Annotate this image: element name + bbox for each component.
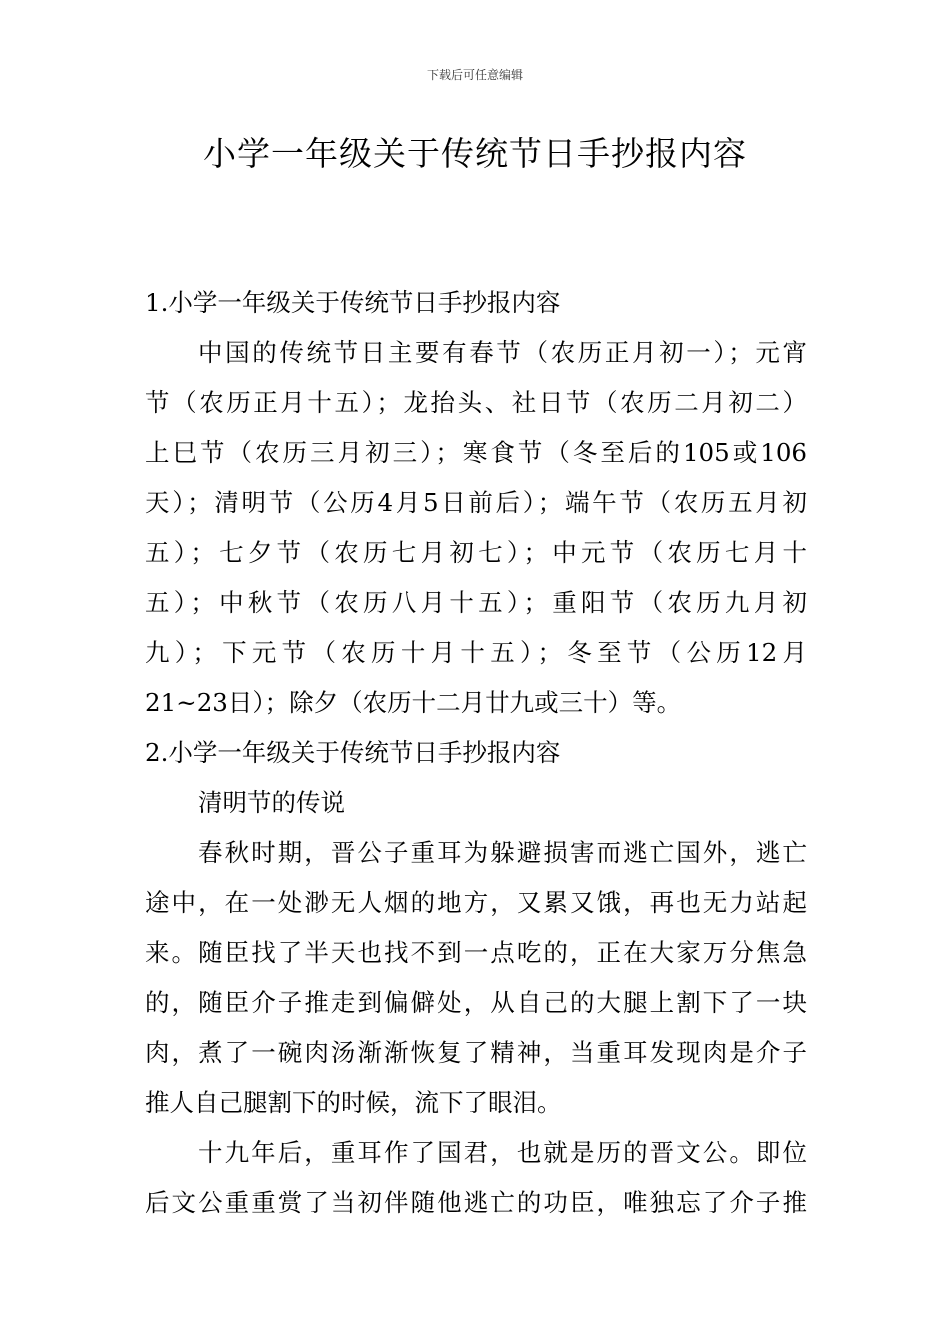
paragraph-line: 中国的传统节日主要有春节（农历正月初一）；元宵 — [198, 338, 807, 367]
paragraph-line: 推人自己腿割下的时候，流下了眼泪。 — [145, 1088, 562, 1117]
paragraph-line: 21~23日）；除夕（农历十二月廿九或三十）等。 — [145, 688, 682, 717]
paragraph-line: 途中，在一处渺无人烟的地方，又累又饿，再也无力站起 — [145, 888, 807, 917]
paragraph-line: 的，随臣介子推走到偏僻处，从自己的大腿上割下了一块 — [145, 988, 807, 1017]
section-heading-2: 2.小学一年级关于传统节日手抄报内容 — [145, 738, 561, 767]
page-title: 小学一年级关于传统节日手抄报内容 — [203, 134, 747, 173]
paragraph-line: 春秋时期，晋公子重耳为躲避损害而逃亡国外，逃亡 — [198, 838, 807, 867]
document-body — [145, 278, 807, 1228]
paragraph-line: 节（农历正月十五）；龙抬头、社日节（农历二月初二） — [145, 388, 807, 417]
subheading: 清明节的传说 — [198, 788, 345, 817]
header-note: 下载后可任意编辑 — [426, 68, 523, 82]
paragraph-line: 天）；清明节（公历4月5日前后）；端午节（农历五月初 — [145, 488, 807, 517]
paragraph-line: 九）；下元节（农历十月十五）；冬至节（公历12月 — [145, 638, 807, 667]
paragraph-line: 五）；中秋节（农历八月十五）；重阳节（农历九月初 — [145, 588, 807, 617]
section-heading-1: 1.小学一年级关于传统节日手抄报内容 — [145, 288, 561, 317]
paragraph-line: 肉，煮了一碗肉汤渐渐恢复了精神，当重耳发现肉是介子 — [145, 1038, 807, 1067]
paragraph-line: 来。随臣找了半天也找不到一点吃的，正在大家万分焦急 — [145, 938, 807, 967]
paragraph-line: 五）；七夕节（农历七月初七）；中元节（农历七月十 — [145, 538, 807, 567]
paragraph-line: 上巳节（农历三月初三）；寒食节（冬至后的105或106 — [145, 438, 807, 467]
paragraph-line: 十九年后，重耳作了国君，也就是历的晋文公。即位 — [198, 1138, 807, 1167]
paragraph-line: 后文公重重赏了当初伴随他逃亡的功臣，唯独忘了介子推 — [145, 1188, 807, 1217]
